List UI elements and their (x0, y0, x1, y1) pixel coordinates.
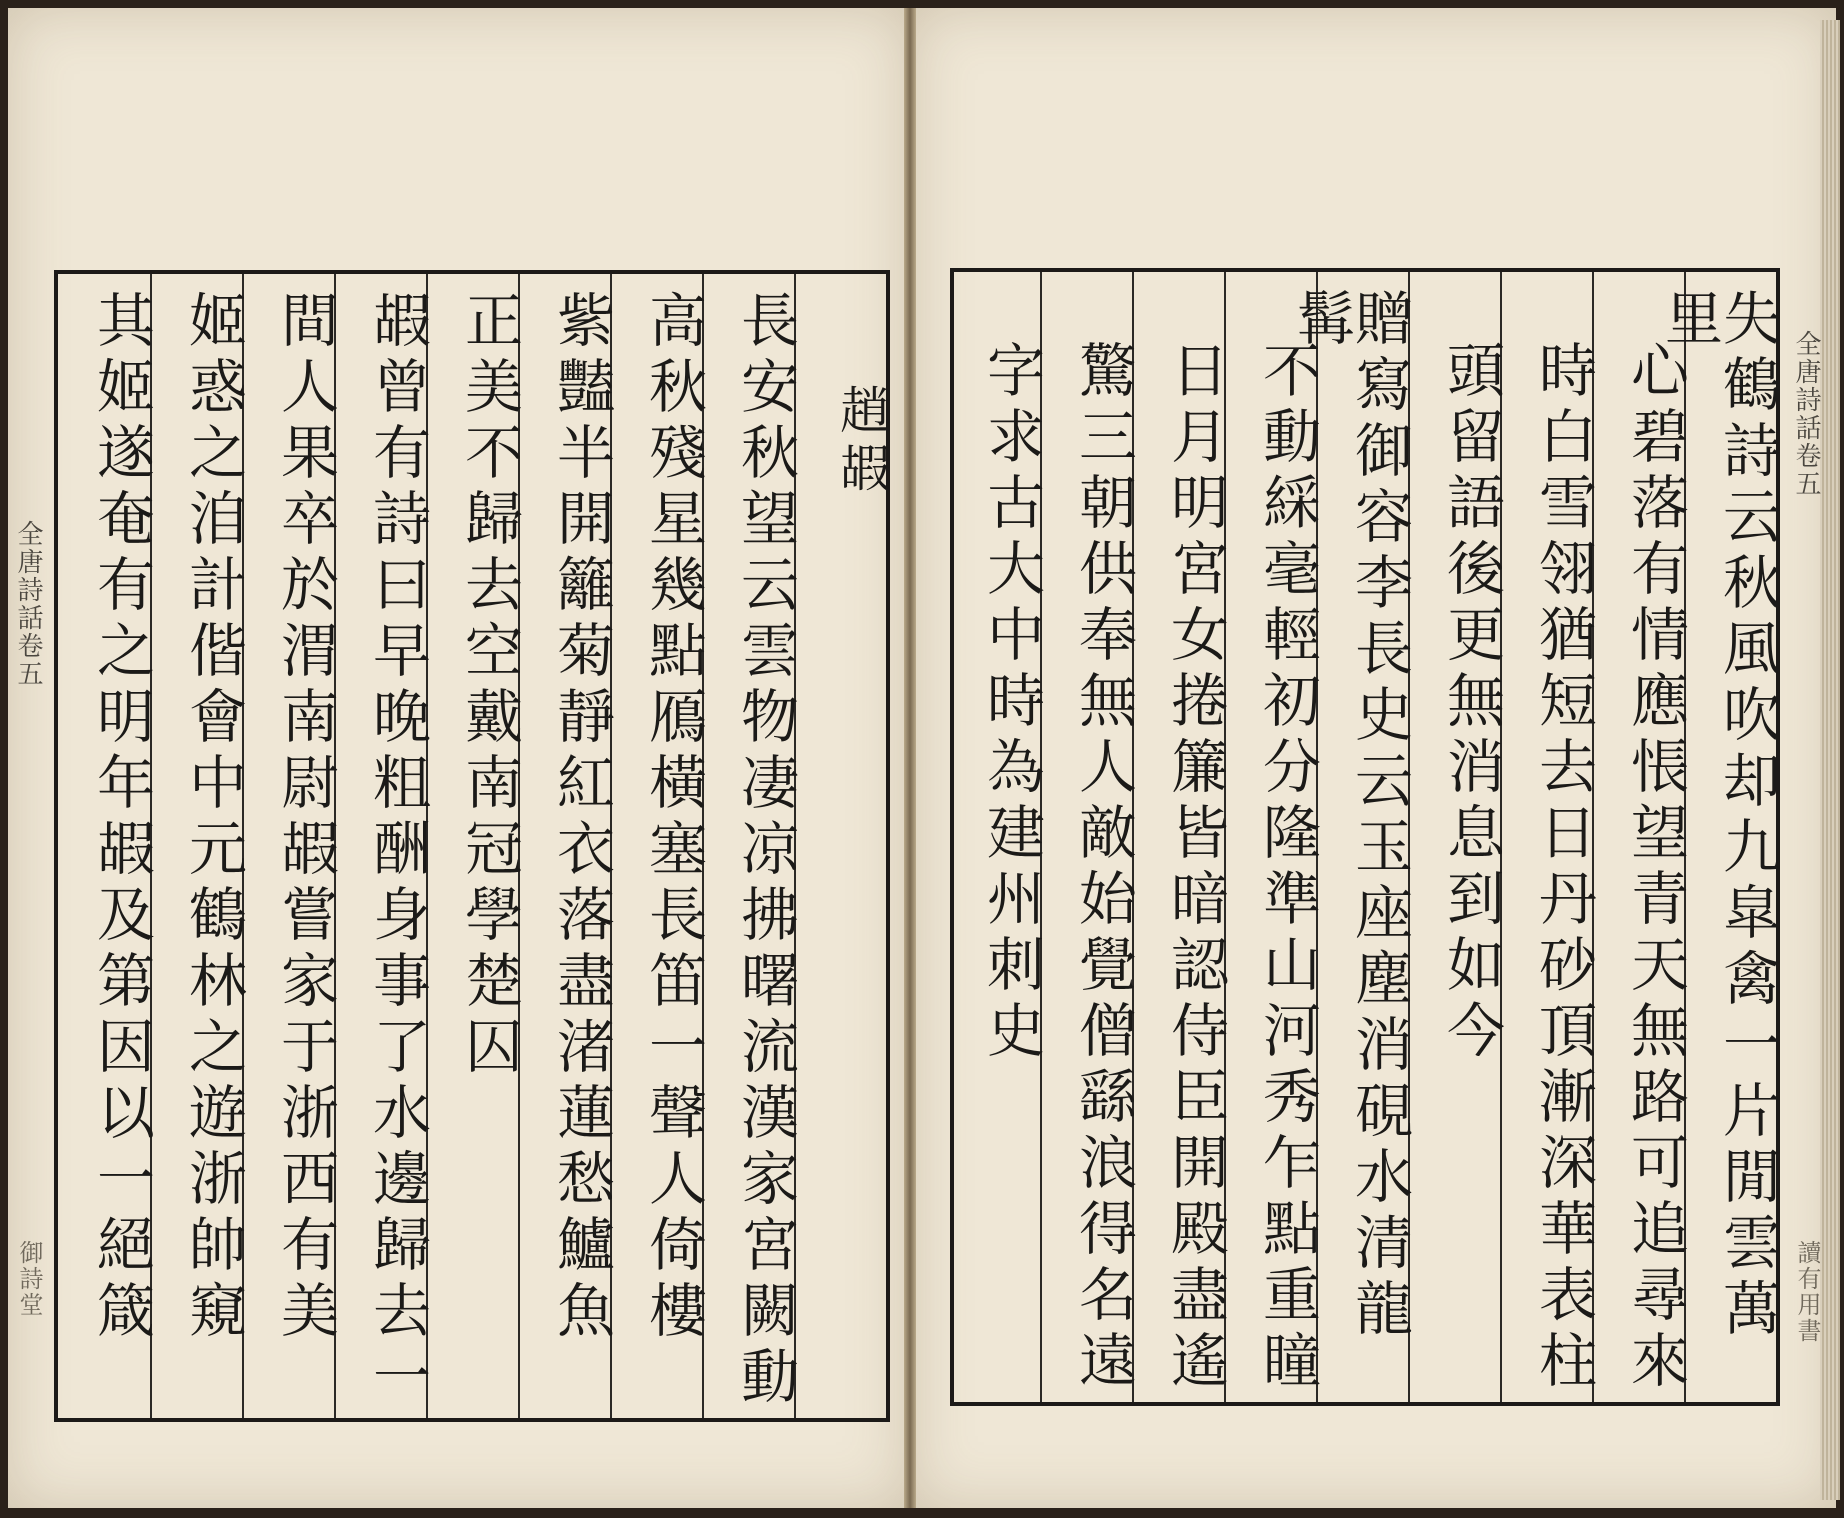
left-col-9: 其姬遂奄有之明年嘏及第因以一絕箴 (87, 290, 155, 1346)
left-edge-title: 全唐詩話卷五 (13, 520, 43, 688)
left-col-7: 間人果卒於渭南尉嘏嘗家于浙西有美 (242, 274, 334, 1418)
left-col-1: 趙嘏 (794, 274, 886, 1418)
left-col-5: 正美不歸去空戴南冠學楚囚 (426, 274, 518, 1418)
right-col-3: 時白雪翎猶短去日丹砂頂漸深華表柱 (1500, 272, 1592, 1402)
right-col-8: 驚三朝供奉無人敵始覺僧繇浪得名遠 (1040, 272, 1132, 1402)
right-edge-bottom: 讀有用書 (1793, 1240, 1821, 1344)
left-col-8: 姬惑之洎計偕會中元鶴林之遊浙帥窺 (150, 274, 242, 1418)
right-text-frame (950, 268, 1780, 1406)
left-col-6: 嘏曾有詩曰早晚粗酬身事了水邊歸去一 (334, 274, 426, 1418)
right-col-7: 日月明宮女捲簾皆暗認侍臣開殿盡遙 (1132, 272, 1224, 1402)
book-gutter (904, 8, 916, 1508)
left-text-frame (54, 270, 890, 1422)
right-col-2: 心碧落有情應悵望青天無路可追尋來 (1592, 272, 1684, 1402)
right-col-6: 不動綵毫輕初分隆準山河秀乍點重瞳 (1224, 272, 1316, 1402)
right-col-9: 字求古大中時為建州刺史 (977, 340, 1045, 1066)
right-edge-title: 全唐詩話卷五 (1791, 330, 1821, 498)
left-col-2: 長安秋望云雲物凄凉拂曙流漢家宮闕動 (702, 274, 794, 1418)
right-col-1: 失鶴詩云秋風吹却九皐禽一片閒雲萬里 (1684, 272, 1776, 1402)
left-edge-bottom: 御詩堂 (15, 1240, 43, 1318)
right-col-4: 頭留語後更無消息到如今 (1408, 272, 1500, 1402)
left-col-3: 高秋殘星幾點鴈橫塞長笛一聲人倚樓 (610, 274, 702, 1418)
left-col-4: 紫豔半開籬菊靜紅衣落盡渚蓮愁鱸魚 (518, 274, 610, 1418)
right-col-5: 贈寫御容李長史云玉座塵消硯水清龍髯 (1316, 272, 1408, 1402)
